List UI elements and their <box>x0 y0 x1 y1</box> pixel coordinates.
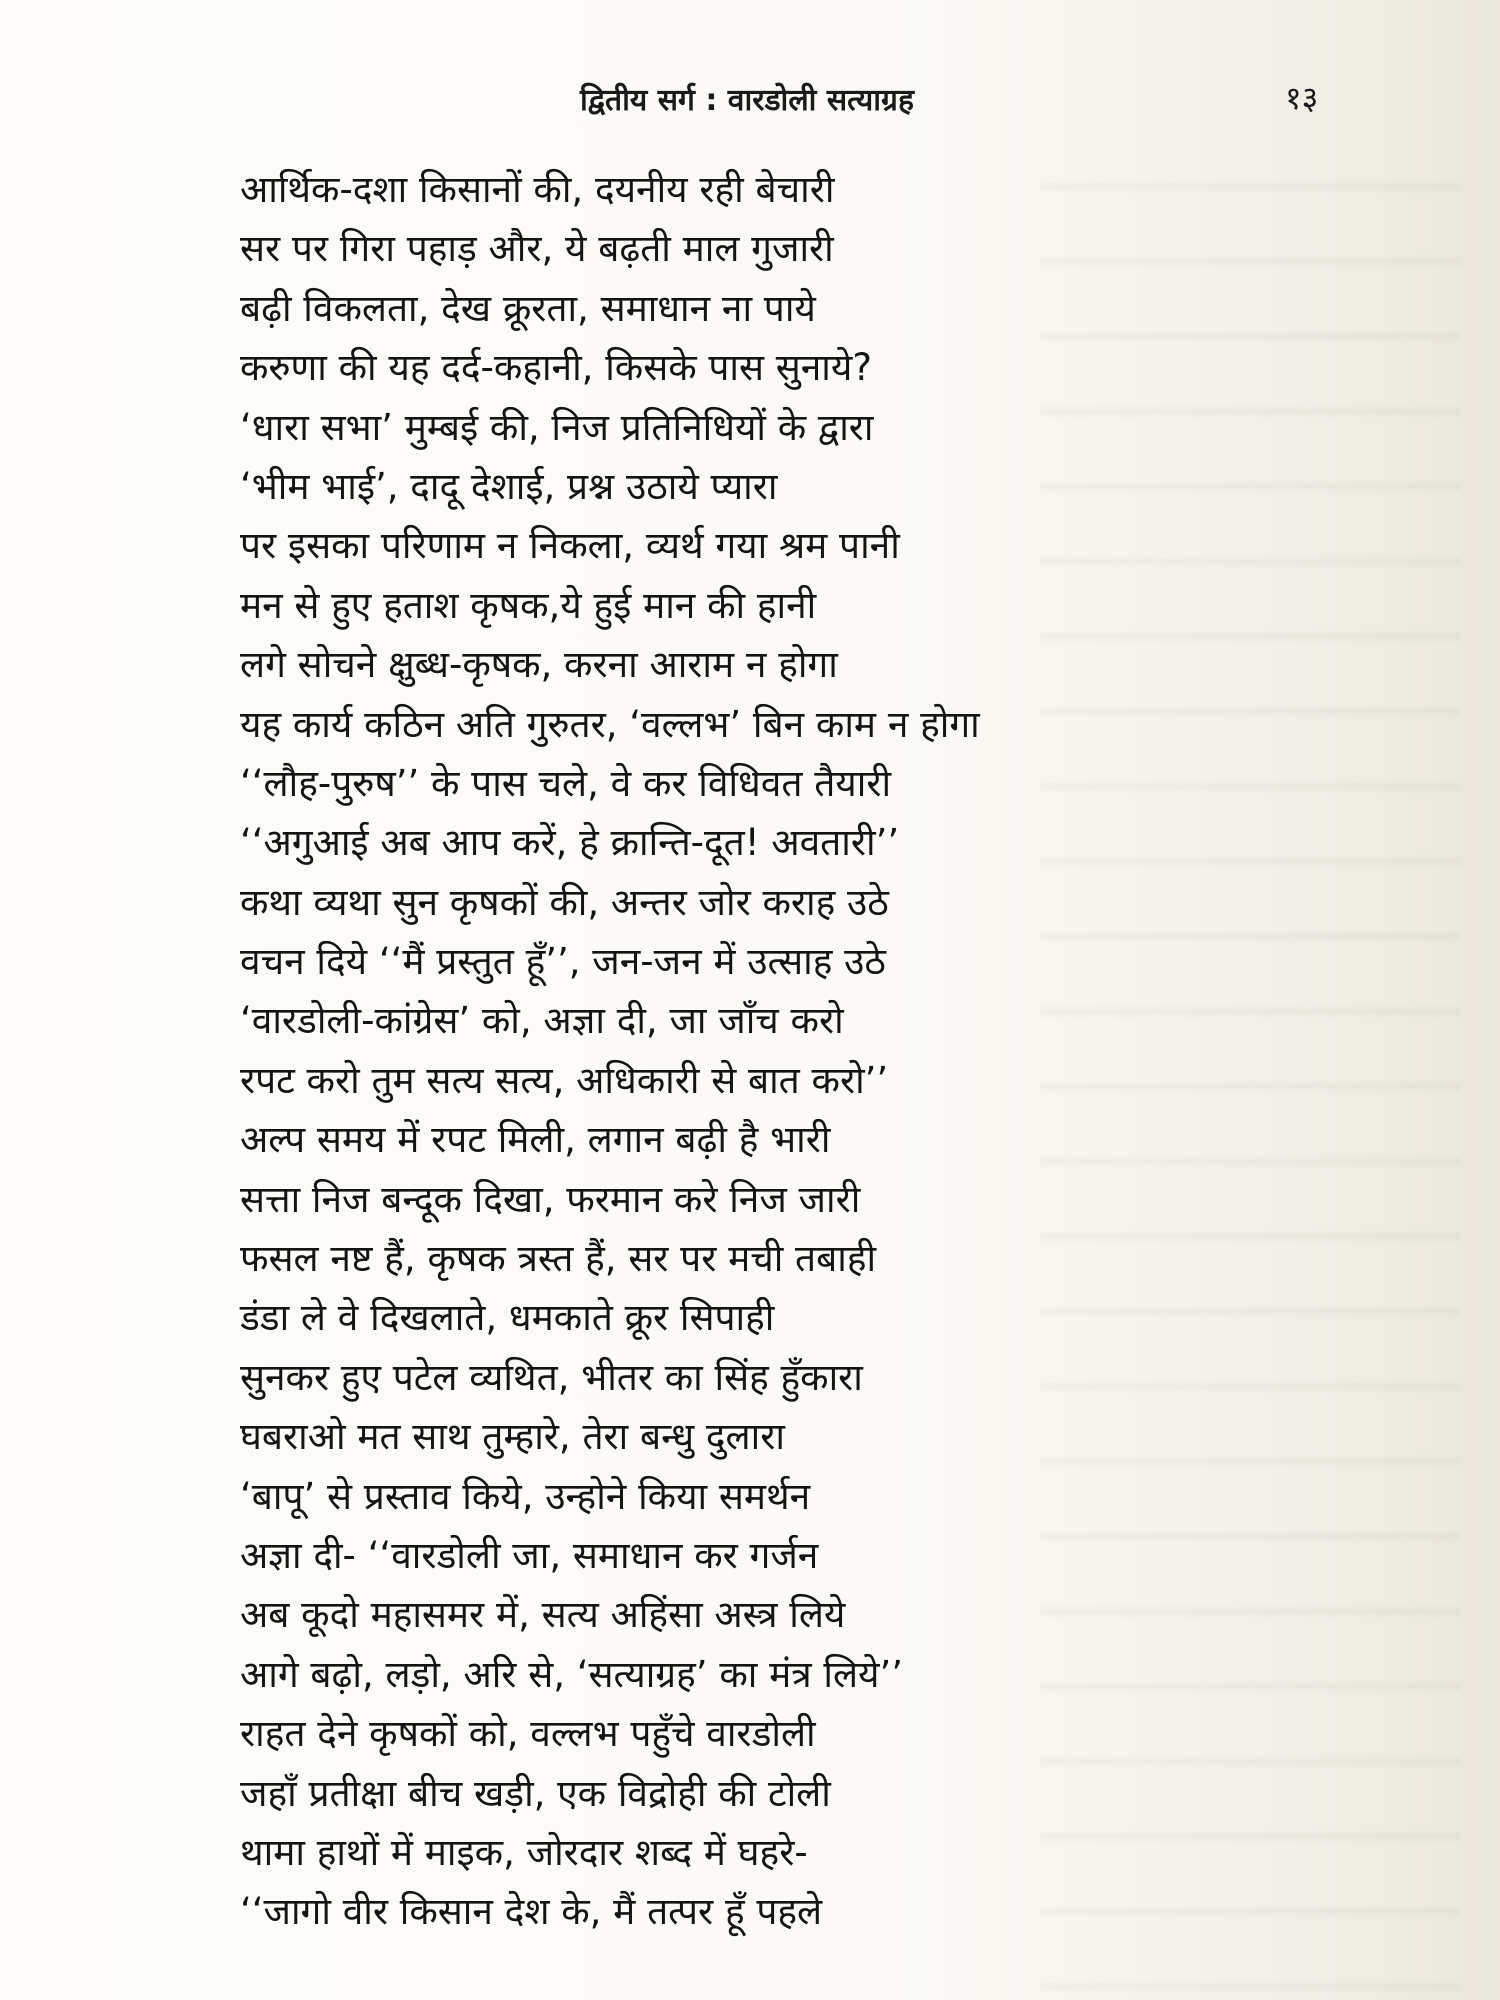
poem-line: डंडा ले वे दिखलाते, धमकाते क्रूर सिपाही <box>240 1296 775 1340</box>
poem-line: आर्थिक-दशा किसानों की, दयनीय रही बेचारी <box>240 168 835 211</box>
poem-line: पर इसका परिणाम न निकला, व्यर्थ गया श्रम पानी <box>240 524 900 568</box>
poem-line: थामा हाथों में माइक, जोरदार शब्द में घहरे- <box>240 1830 808 1874</box>
poem-line: अब कूदो महासमर में, सत्य अहिंसा अस्त्र लिये <box>240 1593 846 1637</box>
poem-line: यह कार्य कठिन अति गुरुतर, ‘वल्लभ’ बिन काम न होगा <box>240 702 980 746</box>
poem-line: ‘धारा सभा’ मुम्बई की, निज प्रतिनिधियों के द्वारा <box>240 405 874 449</box>
poem-line: लगे सोचने क्षुब्ध-कृषक, करना आराम न होगा <box>240 643 838 687</box>
chapter-header: द्वितीय सर्ग : वारडोली सत्याग्रह <box>580 83 914 118</box>
poem-line: मन से हुए हताश कृषक,ये हुई मान की हानी <box>240 583 817 627</box>
poem-line: सर पर गिरा पहाड़ और, ये बढ़ती माल गुजारी <box>240 227 834 271</box>
poem-line: घबराओ मत साथ तुम्हारे, तेरा बन्धु दुलारा <box>240 1415 785 1459</box>
poem-line: राहत देने कृषकों को, वल्लभ पहुँचे वारडोली <box>240 1712 816 1756</box>
poem-body <box>240 160 1040 1942</box>
poem-line: कथा व्यथा सुन कृषकों की, अन्तर जोर कराह उठे <box>240 880 889 924</box>
poem-line: ‘भीम भाई’, दादू देशाई, प्रश्न उठाये प्यारा <box>240 464 778 508</box>
poem-line: अज्ञा दी- ‘‘वारडोली जा, समाधान कर गर्जन <box>240 1533 819 1577</box>
page-number: १३ <box>1285 79 1319 117</box>
show-through-text <box>1040 150 1460 2000</box>
poem-line: अल्प समय में रपट मिली, लगान बढ़ी है भारी <box>240 1118 831 1162</box>
poem-line: आगे बढ़ो, लड़ो, अरि से, ‘सत्याग्रह’ का मंत्र लिये’’ <box>240 1652 904 1696</box>
poem-line: जहाँ प्रतीक्षा बीच खड़ी, एक विद्रोही की टोली <box>240 1771 831 1815</box>
poem-line: ‘‘लौह-पुरुष’’ के पास चले, वे कर विधिवत तैयारी <box>240 761 892 805</box>
poem-line: बढ़ी विकलता, देख क्रूरता, समाधान ना पाये <box>240 286 816 330</box>
poem-line: ‘‘जागो वीर किसान देश के, मैं तत्पर हूँ पहले <box>240 1890 823 1934</box>
poem-line: रपट करो तुम सत्य सत्य, अधिकारी से बात करो’’ <box>240 1058 889 1102</box>
poem-line: ‘‘अगुआई अब आप करें, हे क्रान्ति-दूत! अवतारी’’ <box>240 821 900 865</box>
poem-line: ‘बापू’ से प्रस्ताव किये, उन्होने किया समर्थन <box>240 1474 811 1518</box>
poem-line: ‘वारडोली-कांग्रेस’ को, अज्ञा दी, जा जाँच करो <box>240 999 844 1043</box>
poem-line: सत्ता निज बन्दूक दिखा, फरमान करे निज जारी <box>240 1177 861 1221</box>
poem-line: फसल नष्ट हैं, कृषक त्रस्त हैं, सर पर मची तबाही <box>240 1237 877 1281</box>
poem-line: करुणा की यह दर्द-कहानी, किसके पास सुनाये? <box>240 346 872 390</box>
poem-line: सुनकर हुए पटेल व्यथित, भीतर का सिंह हुँकारा <box>240 1355 863 1399</box>
poem-line: वचन दिये ‘‘मैं प्रस्तुत हूँ’’, जन-जन में उत्साह उठे <box>240 940 886 984</box>
